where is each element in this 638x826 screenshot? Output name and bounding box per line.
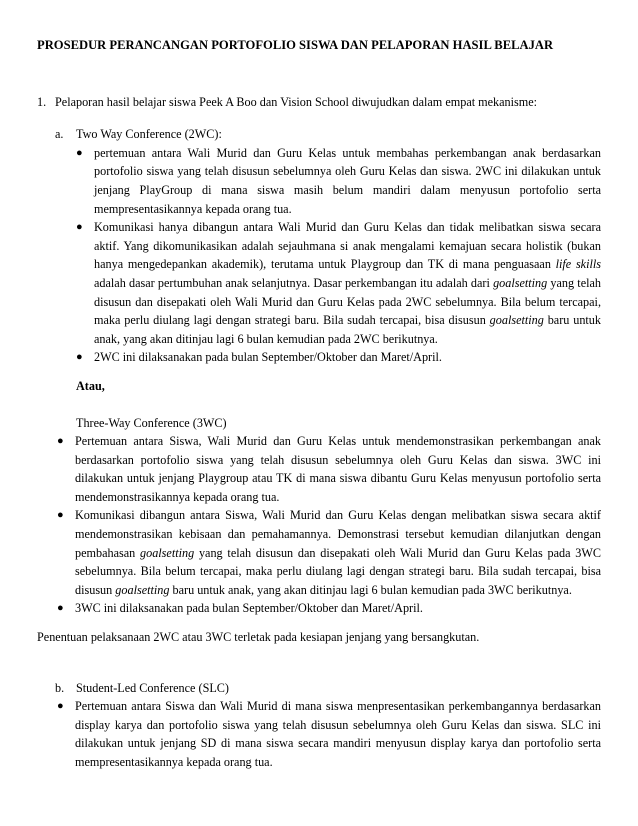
italic-term: goalsetting — [115, 582, 170, 597]
bullet-text: 2WC ini dilaksanakan pada bulan September/Oktober dan Maret/April. — [94, 350, 442, 365]
bullet-text: 3WC ini dilaksanakan pada bulan September/Oktober dan Maret/April. — [75, 601, 423, 616]
bullet-icon: ● — [57, 509, 64, 522]
italic-term: goalsetting — [489, 313, 544, 328]
section-letter: a. — [55, 127, 64, 142]
list-item — [57, 697, 601, 771]
bullet-text: Pertemuan antara Siswa, Wali Murid dan Guru Kelas untuk mendemonstrasikan perkembangan anak berdasarkan portofolio siswa yang telah disusun sebelumnya oleh Guru Kelas dan siswa. 3WC ini dilakukan untuk jenjang Playgroup atau TK di mana siswa dibantu Guru Kelas menyusun portofolio serta mendemonstrasikannya kepada orang tua. — [75, 434, 601, 504]
bullet-icon: ● — [76, 351, 83, 364]
list-item — [57, 599, 601, 618]
list-item — [76, 218, 601, 348]
list-item — [76, 144, 601, 218]
italic-term: goalsetting — [140, 545, 195, 560]
bullet-icon: ● — [57, 435, 64, 448]
bullet-text: Pertemuan antara Siswa dan Wali Murid di mana siswa menpresentasikan perkembangannya berdasarkan display karya dan portofolio siswa yang telah disusun sebelumnya oleh Guru Kelas dan siswa. SLC ini dilakukan untuk jenjang SD di mana siswa secara mandiri menyusun display karya dan portofolio serta mempresentasikannya kepada orang tua. — [75, 699, 601, 769]
section-a-heading — [37, 125, 601, 144]
bullet-text: Komunikasi dibangun antara Siswa, Wali Murid dan Guru Kelas dengan melibatkan siswa secara aktif mendemonstrasikan kebisaan dan pemahamannya. Demonstrasi tersebut kemudian dilanjutkan dengan pembahasan goalsetting yang telah disusun dan disepakati oleh Wali Murid dan Guru Kelas pada 3WC sebelumnya. Bila belum tercapai, maka perlu diulang lagi dengan strategi baru. Bila sudah tercapai, bisa disusun goalsetting baru untuk anak, yang akan ditinjau lagi 6 bulan kemudian pada 3WC berikutnya. — [75, 508, 601, 597]
bullet-icon: ● — [57, 602, 64, 615]
italic-term: goalsetting — [493, 275, 548, 290]
bullet-icon: ● — [57, 700, 64, 713]
list-item — [57, 432, 601, 506]
bullet-icon: ● — [76, 221, 83, 234]
list-item — [76, 348, 601, 367]
slc-bullet-list — [57, 697, 601, 771]
list-number: 1. — [37, 94, 47, 109]
section-heading-text: Two Way Conference (2WC): — [76, 127, 222, 142]
section-letter: b. — [55, 680, 65, 695]
bullet-icon: ● — [76, 146, 83, 159]
three-way-bullet-list — [57, 432, 601, 618]
bullet-text: pertemuan antara Wali Murid dan Guru Kelas untuk membahas perkembangan anak berdasarkan portofolio siswa yang telah disusun sebelumnya oleh Guru Kelas dan siswa. 2WC ini dilakukan untuk jenjang PlayGroup di mana siswa masih belum mandiri dalam menyusun portofolio serta mempresentasikannya kepada orang tua. — [94, 145, 601, 216]
list-item-1 — [37, 93, 601, 112]
list-item-text: Pelaporan hasil belajar siswa Peek A Boo dan Vision School diwujudkan dalam empat mekanisme: — [55, 94, 538, 109]
three-way-heading: Three-Way Conference (3WC) — [76, 415, 227, 430]
page-title: PROSEDUR PERANCANGAN PORTOFOLIO SISWA DAN PELAPORAN HASIL BELAJAR — [37, 38, 554, 52]
italic-term: life skills — [555, 257, 601, 272]
bullet-text: Komunikasi hanya dibangun antara Wali Murid dan Guru Kelas dan tidak melibatkan siswa secara aktif. Yang dikomunikasikan adalah sejauhmana si anak mengalami kemajuan secara holistik (bukan hanya mengedepankan akademik), terutama untuk Playgroup dan TK di mana penguasaan life skills adalah dasar pertumbuhan anak selanjutnya. Dasar perkembangan itu adalah dari goalsetting yang telah disusun dan disepakati oleh Wali Murid dan Guru Kelas pada 2WC sebelumnya. Bila belum tercapai, maka perlu diulang lagi dengan strategi baru. Bila sudah tercapai, bisa disusun goalsetting baru untuk anak, yang akan ditinjau lagi 6 bulan kemudian pada 2WC berikutnya. — [94, 220, 601, 346]
two-way-bullet-list — [76, 144, 601, 367]
atau-label: Atau, — [76, 378, 105, 393]
section-heading-text: Student-Led Conference (SLC) — [76, 680, 229, 695]
section-b-heading — [37, 679, 601, 698]
list-item — [57, 506, 601, 599]
penentuan-paragraph: Penentuan pelaksanaan 2WC atau 3WC terletak pada kesiapan jenjang yang bersangkutan. — [37, 630, 480, 645]
